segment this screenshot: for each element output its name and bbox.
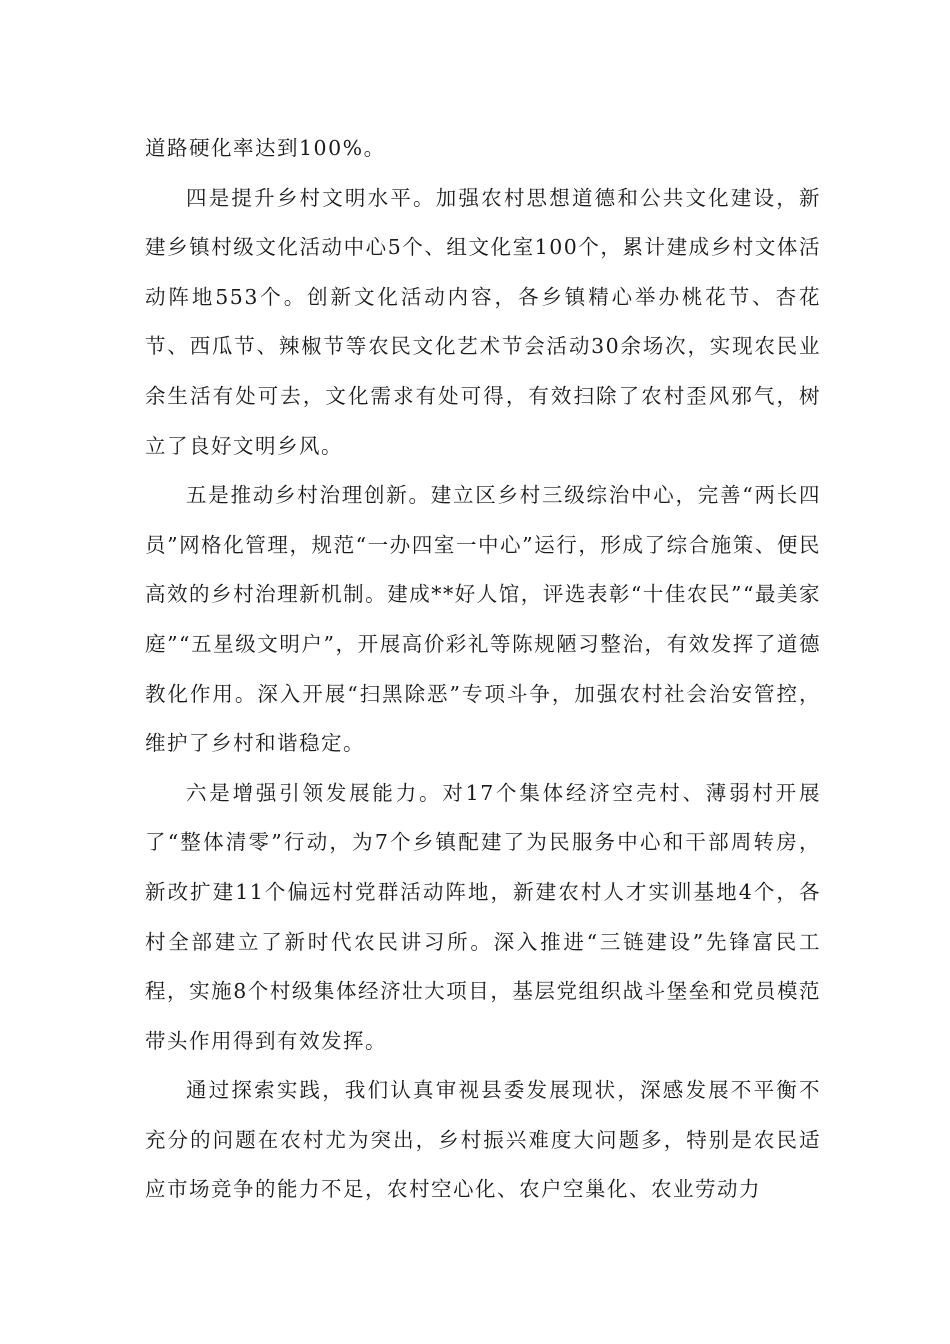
paragraph-point-four: 四是提升乡村文明水平。加强农村思想道德和公共文化建设，新建乡镇村级文化活动中心5个、组文化室100个，累计建成乡村文体活动阵地553个。创新文化活动内容，各乡镇精心举办桃花节、杏花节、西瓜节、辣椒节等农民文化艺术节会活动30余场次，实现农民业余生活有处可去，文化需求有处可得，有效扫除了农村歪风邪气，树立了良好文明乡风。 [145, 185, 821, 458]
paragraph-continuation: 道路硬化率达到100%。 [145, 136, 386, 160]
paragraph-point-five: 五是推动乡村治理创新。建立区乡村三级综治中心，完善“两长四员”网格化管理，规范“一办四室一中心”运行，形成了综合施策、便民高效的乡村治理新机制。建成**好人馆，评选表彰“十佳农民”“最美家庭”“五星级文明户”，开展高价彩礼等陈规陋习整治，有效发挥了道德教化作用。深入开展“扫黑除恶”专项斗争，加强农村社会治安管控，维护了乡村和谐稳定。 [145, 483, 821, 756]
paragraph-point-six: 六是增强引领发展能力。对17个集体经济空壳村、薄弱村开展了“整体清零”行动，为7个乡镇配建了为民服务中心和干部周转房，新改扩建11个偏远村党群活动阵地，新建农村人才实训基地4个，各村全部建立了新时代农民讲习所。深入推进“三链建设”先锋富民工程，实施8个村级集体经济壮大项目，基层党组织战斗堡垒和党员模范带头作用得到有效发挥。 [145, 780, 821, 1053]
document-body [145, 124, 821, 1215]
paragraph-reflection: 通过探索实践，我们认真审视县委发展现状，深感发展不平衡不充分的问题在农村尤为突出，乡村振兴难度大问题多，特别是农民适应市场竞争的能力不足，农村空心化、农户空巢化、农业劳动力 [145, 1078, 821, 1202]
